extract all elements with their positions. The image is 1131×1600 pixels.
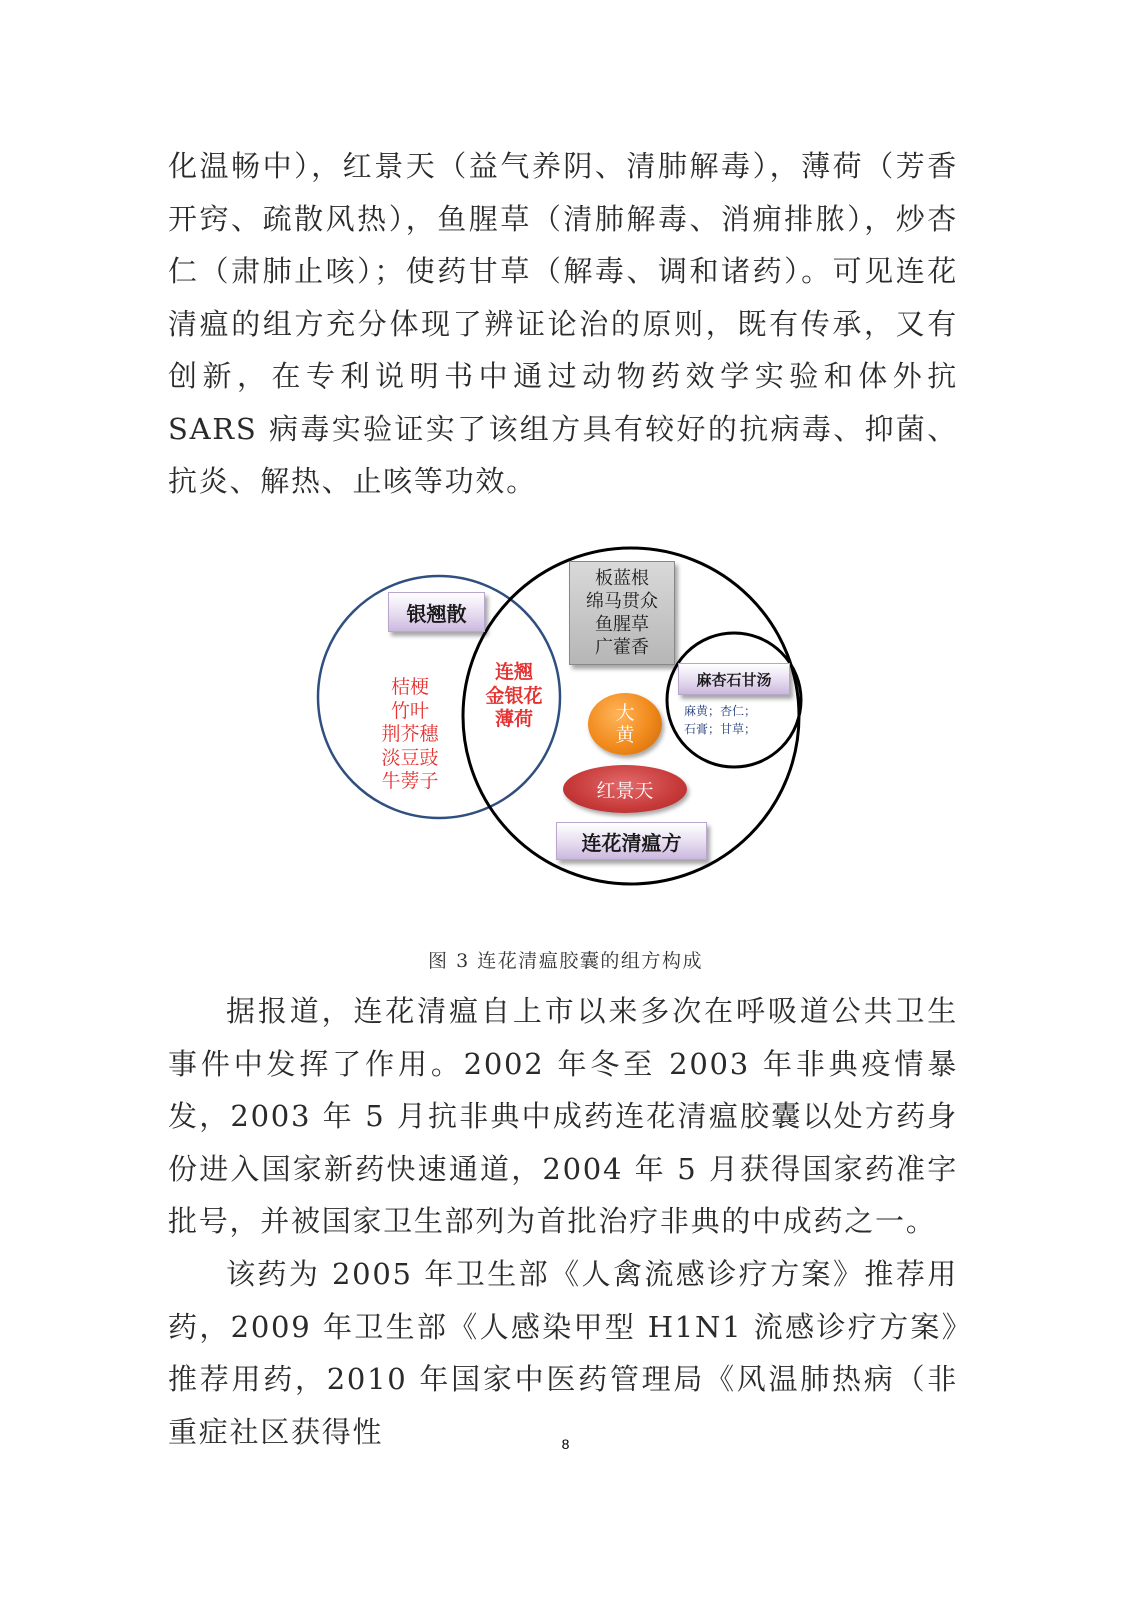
maxing-herbs: [684, 702, 784, 738]
herb-item: 鱼腥草: [595, 614, 649, 635]
yinqiao-circle: [318, 576, 560, 818]
dahuang-char: 黄: [615, 724, 635, 746]
herb-item: 桔梗: [390, 676, 429, 698]
herb-item: 石膏；甘草；: [684, 722, 757, 736]
maxing-circle: [667, 633, 801, 767]
figure-caption: 图 3 连花清瘟胶囊的组方构成: [428, 950, 703, 972]
paragraph-3: 该药为 2005 年卫生部《人禽流感诊疗方案》推荐用药，2009 年卫生部《人感染甲型 H1N1 流感诊疗方案》推荐用药，2010 年国家中医药管理局《风温肺热病（非重症社区获得性: [168, 1257, 958, 1449]
gray-herb-box: [569, 561, 675, 665]
maxing-label: 麻杏石甘汤: [678, 663, 790, 695]
herb-item: 牛蒡子: [381, 770, 439, 792]
herb-item: 绵马贯众: [586, 591, 658, 612]
yinqiao-label: 银翘散: [388, 592, 485, 632]
herb-item: 薄荷: [494, 708, 533, 730]
herb-item: 淡豆豉: [381, 746, 439, 769]
shared-herbs: [478, 661, 550, 732]
herb-item: 竹叶: [390, 699, 429, 722]
paragraph-2: 据报道，连花清瘟自上市以来多次在呼吸道公共卫生事件中发挥了作用。2002 年冬至 2003 年非典疫情暴发，2003 年 5 月抗非典中成药连花清瘟胶囊以处方药身份进入国家新药快速通道，2004 年 5 月获得国家药准字批号，并被国家卫生部列为首批治疗非典的中成药之一。: [168, 994, 958, 1238]
yinqiao-only-herbs: [370, 676, 450, 794]
page-number: 8: [561, 1436, 570, 1452]
herb-item: 麻黄；杏仁；: [684, 704, 757, 718]
herb-item: 荆芥穗: [381, 723, 439, 745]
hongjingtian-ellipse: 红景天: [563, 765, 687, 813]
dahuang-ball: [588, 693, 662, 755]
herb-item: 广藿香: [595, 637, 649, 658]
dahuang-char: 大: [615, 702, 635, 724]
lianhua-circle: [463, 548, 799, 884]
herb-item: 金银花: [485, 684, 543, 707]
herb-item: 连翘: [494, 661, 533, 683]
lianhua-label: 连花清瘟方: [556, 822, 707, 860]
herb-item: 板蓝根: [595, 568, 649, 589]
paragraph-1: 化温畅中），红景天（益气养阴、清肺解毒），薄荷（芳香开窍、疏散风热），鱼腥草（清肺解毒、消痈排脓），炒杏仁（肃肺止咳）；使药甘草（解毒、调和诸药）。可见连花清瘟的组方充分体现了辨证论治的原则，既有传承，又有创新，在专利说明书中通过动物药效学实验和体外抗 SARS 病毒实验证实了该组方具有较好的抗病毒、抑菌、抗炎、解热、止咳等功效。: [168, 149, 958, 498]
